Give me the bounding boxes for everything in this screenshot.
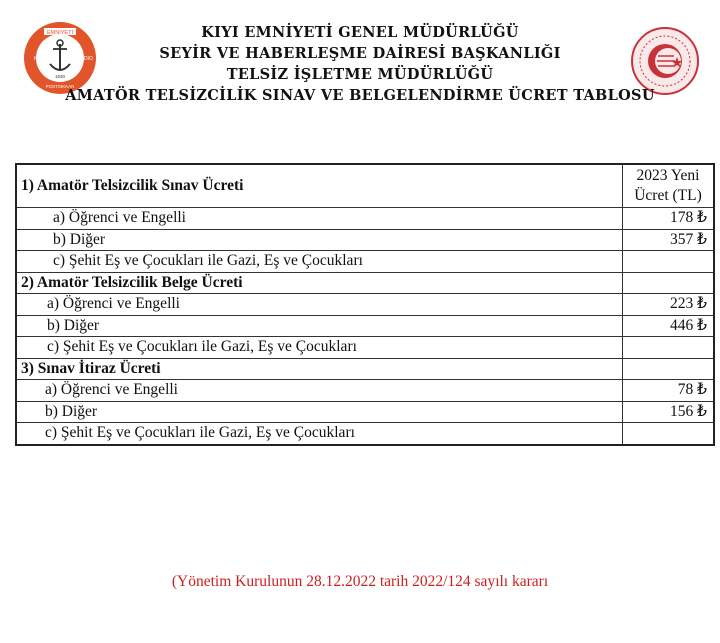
table-row — [16, 272, 714, 294]
header-line-1: KIYI EMNİYETİ GENEL MÜDÜRLÜĞÜ — [201, 24, 519, 41]
table-row — [16, 208, 714, 230]
row-amount: 178 ₺ — [623, 208, 715, 230]
table-row — [16, 401, 714, 423]
row-amount: 78 ₺ — [623, 380, 715, 402]
logo-top-text: EMNİYETİ — [47, 30, 73, 36]
row-label: a) Öğrenci ve Engelli — [16, 294, 623, 316]
row-label: b) Diğer — [16, 315, 623, 337]
table-row — [16, 315, 714, 337]
table-row — [16, 294, 714, 316]
row-label: a) Öğrenci ve Engelli — [16, 380, 623, 402]
row-label: c) Şehit Eş ve Çocukları ile Gazi, Eş ve Çocukları — [16, 423, 623, 445]
section-title: 3) Sınav İtiraz Ücreti — [16, 358, 623, 380]
logo-right-text: RADIO — [77, 56, 93, 62]
table-row — [16, 423, 714, 445]
row-label: c) Şehit Eş ve Çocukları ile Gazi, Eş ve Çocukları — [16, 251, 623, 273]
board-decision-note: (Yönetim Kurulunun 28.12.2022 tarih 2022/124 sayılı kararı — [171, 573, 549, 590]
row-amount: 446 ₺ — [623, 315, 715, 337]
logo-left-text: KIYI — [34, 56, 45, 62]
header-line-4: AMATÖR TELSİZCİLİK SINAV VE BELGELENDİRME ÜCRET TABLOSU — [65, 87, 655, 104]
section-title: 2) Amatör Telsizcilik Belge Ücreti — [16, 272, 623, 294]
table-row — [16, 380, 714, 402]
row-label: a) Öğrenci ve Engelli — [16, 208, 623, 230]
logo-bottom-text: POSTSIKKAN — [45, 84, 75, 89]
row-amount — [623, 358, 715, 380]
row-label: b) Diğer — [16, 229, 623, 251]
table-row — [16, 337, 714, 359]
row-amount: 223 ₺ — [623, 294, 715, 316]
table-row — [16, 164, 714, 208]
row-amount — [623, 337, 715, 359]
section-title: 1) Amatör Telsizcilik Sınav Ücreti — [16, 164, 623, 208]
table-row — [16, 251, 714, 273]
table-row — [16, 229, 714, 251]
table-row — [16, 358, 714, 380]
header-line-3: TELSİZ İŞLETME MÜDÜRLÜĞÜ — [226, 66, 494, 83]
header-line-2: SEYİR VE HABERLEŞME DAİRESİ BAŞKANLIĞI — [159, 45, 561, 62]
row-amount: 156 ₺ — [623, 401, 715, 423]
column-header — [623, 164, 715, 208]
logo-year: 1930 — [54, 74, 66, 79]
row-label: c) Şehit Eş ve Çocukları ile Gazi, Eş ve Çocukları — [16, 337, 623, 359]
document-header — [0, 22, 720, 106]
column-header-line-2: Ücret (TL) — [634, 187, 702, 204]
column-header-line-1: 2023 Yeni — [636, 167, 700, 184]
row-amount — [623, 272, 715, 294]
row-label: b) Diğer — [16, 401, 623, 423]
row-amount — [623, 251, 715, 273]
row-amount: 357 ₺ — [623, 229, 715, 251]
row-amount — [623, 423, 715, 445]
fee-table — [15, 163, 715, 446]
